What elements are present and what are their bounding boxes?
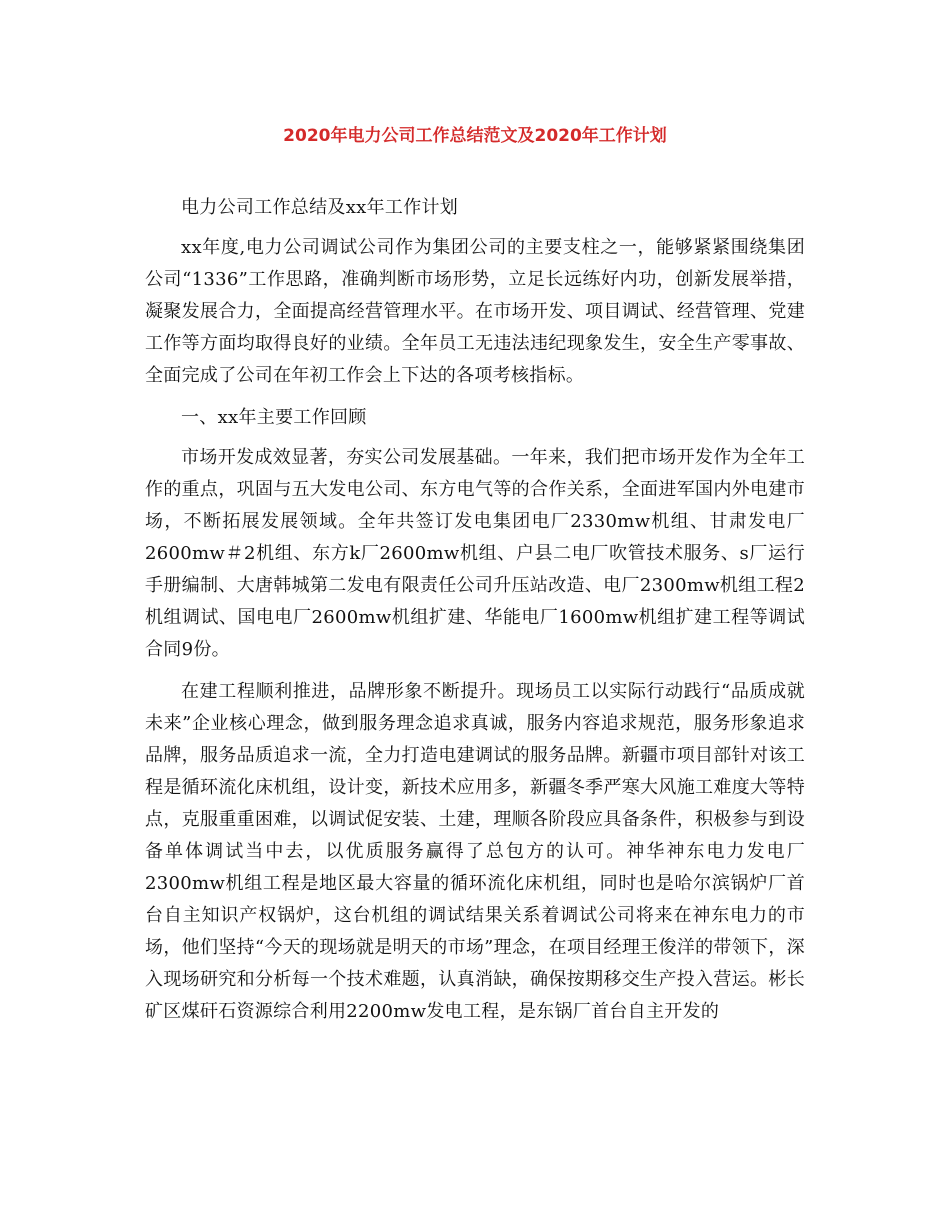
paragraph-intro: xx年度,电力公司调试公司作为集团公司的主要支柱之一，能够紧紧围绕集团公司“1336”工作思路，准确判断市场形势，立足长远练好内功，创新发展举措，凝聚发展合力，全面提高经营管理水平。在市场开发、项目调试、经营管理、党建工作等方面均取得良好的业绩。全年员工无违法违纪现象发生，安全生产零事故、全面完成了公司在年初工作会上下达的各项考核指标。 bbox=[145, 237, 805, 386]
document-body bbox=[145, 192, 805, 1038]
paragraph-market-development: 市场开发成效显著，夯实公司发展基础。一年来，我们把市场开发作为全年工作的重点，巩固与五大发电公司、东方电气等的合作关系，全面进军国内外电建市场，不断拓展发展领域。全年共签订发电集团电厂2330mw机组、甘肃发电厂2600mw＃2机组、东方k厂2600mw机组、户县二电厂吹管技术服务、s厂运行手册编制、大唐韩城第二发电有限责任公司升压站改造、电厂2300mw机组工程2机组调试、国电电厂2600mw机组扩建、华能电厂1600mw机组扩建工程等调试合同9份。 bbox=[145, 447, 805, 660]
section-heading-review: 一、xx年主要工作回顾 bbox=[181, 407, 367, 428]
paragraph-construction-projects: 在建工程顺利推进，品牌形象不断提升。现场员工以实际行动践行“品质成就未来”企业核心理念，做到服务理念追求真诚，服务内容追求规范，服务形象追求品牌，服务品质追求一流，全力打造电建调试的服务品牌。新疆市项目部针对该工程是循环流化床机组，设计变，新技术应用多，新疆冬季严寒大风施工难度大等特点，克服重重困难，以调试促安装、土建，理顺各阶段应具备条件，积极参与到设备单体调试当中去，以优质服务赢得了总包方的认可。神华神东电力发电厂2300mw机组工程是地区最大容量的循环流化床机组，同时也是哈尔滨锅炉厂首台自主知识产权锅炉，这台机组的调试结果关系着调试公司将来在神东电力的市场，他们坚持“今天的现场就是明天的市场”理念，在项目经理王俊洋的带领下，深入现场研究和分析每一个技术难题，认真消缺，确保按期移交生产投入营运。彬长矿区煤矸石资源综合利用2200mw发电工程，是东锅厂首台自主开发的 bbox=[145, 681, 805, 1022]
paragraph-subtitle: 电力公司工作总结及xx年工作计划 bbox=[181, 197, 459, 218]
document-title: 2020年电力公司工作总结范文及2020年工作计划 bbox=[283, 126, 667, 146]
